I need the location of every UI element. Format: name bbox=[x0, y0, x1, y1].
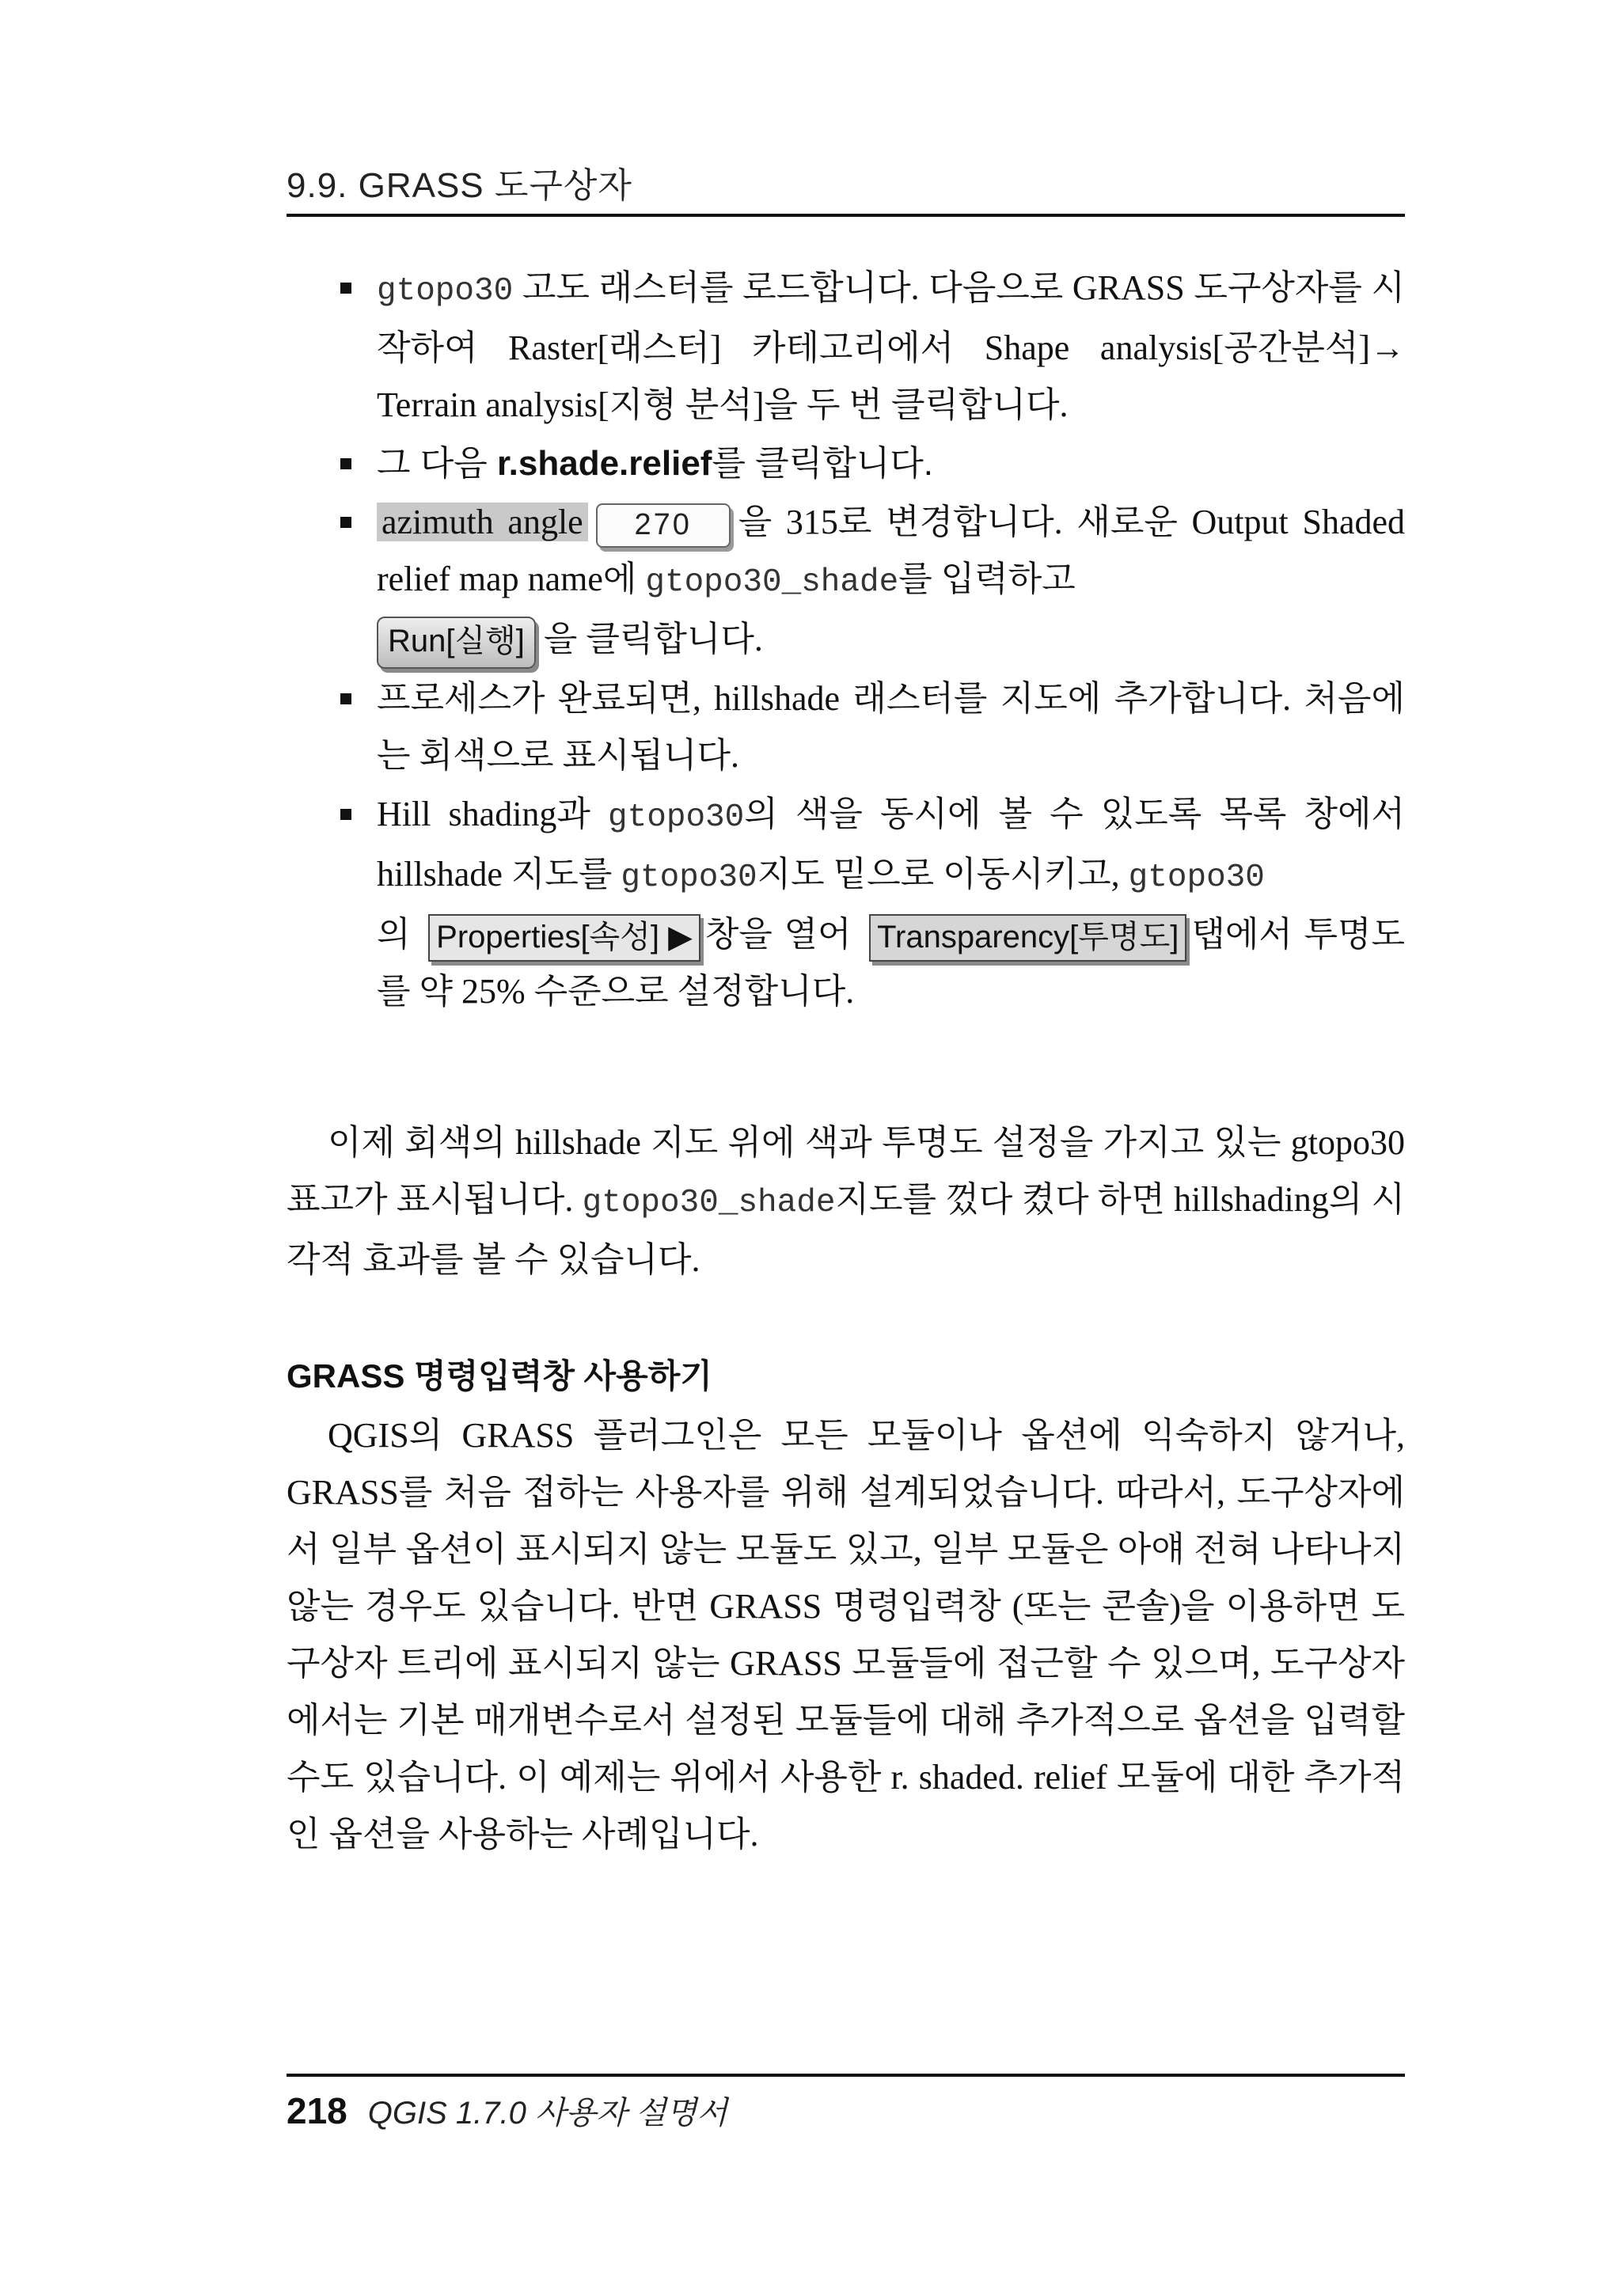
run-button[interactable]: Run[실행] bbox=[377, 617, 536, 669]
layer-name: gtopo30 bbox=[608, 799, 745, 836]
item-text: 탭에서 투명도를 약 25% 수준으로 설정합니다. bbox=[377, 914, 1405, 1011]
list-item bbox=[331, 670, 1405, 784]
properties-button[interactable]: Properties[속성] ▶ bbox=[428, 914, 700, 962]
layer-name: gtopo30 bbox=[1128, 859, 1265, 896]
item-text: 지도 밑으로 이동시키고, bbox=[757, 854, 1129, 894]
list-item bbox=[331, 786, 1405, 1020]
running-header: 9.9. GRASS 도구상자 bbox=[287, 166, 632, 205]
item-text: 를 입력하고 bbox=[898, 560, 1076, 598]
output-map-name: gtopo30_shade bbox=[645, 564, 899, 601]
item-text: 의 bbox=[377, 914, 423, 954]
item-text: 창을 열어 bbox=[704, 914, 864, 954]
azimuth-spinbox[interactable]: 270 bbox=[596, 503, 731, 548]
bullet-square-icon bbox=[340, 809, 351, 820]
item-text: 를 클릭합니다. bbox=[712, 444, 933, 483]
item-text: 의 색을 동시에 볼 수 있도록 목록 창에서 hillshade 지도를 bbox=[377, 794, 1405, 894]
header-rule bbox=[287, 214, 1405, 217]
layer-name: gtopo30_shade bbox=[582, 1185, 836, 1221]
bullet-square-icon bbox=[340, 517, 351, 528]
item-text: 을 315로 변경합니다. 새로운 Output Shaded relief map name에 bbox=[377, 503, 1406, 598]
transparency-tab[interactable]: Transparency[투명도] bbox=[869, 914, 1186, 962]
footer-rule bbox=[287, 2074, 1405, 2077]
item-text: Hill shading과 bbox=[377, 794, 609, 833]
page-footer bbox=[287, 2088, 727, 2133]
section-title: GRASS 명령입력창 사용하기 bbox=[287, 1357, 712, 1395]
body-paragraph bbox=[287, 1114, 1405, 1288]
list-item bbox=[331, 260, 1405, 434]
item-text: 프로세스가 완료되면, hillshade 래스터를 지도에 추가합니다. 처음에는 회색으로 표시됩니다. bbox=[377, 678, 1405, 775]
paragraph-text: 지도를 껐다 켰다 하면 hillshading의 시각적 효과를 볼 수 있습니다. bbox=[287, 1180, 1406, 1279]
layer-name: gtopo30 bbox=[377, 273, 514, 309]
item-text: 을 클릭합니다. bbox=[543, 620, 763, 658]
azimuth-label: azimuth angle bbox=[377, 503, 588, 541]
instruction-list bbox=[331, 260, 1405, 1020]
layer-name: gtopo30 bbox=[621, 859, 757, 896]
bullet-square-icon bbox=[340, 283, 351, 294]
book-title: QGIS 1.7.0 사용자 설명서 bbox=[367, 2096, 727, 2131]
list-item bbox=[331, 494, 1405, 669]
page-number: 218 bbox=[287, 2090, 347, 2131]
bullet-square-icon bbox=[340, 458, 351, 469]
item-text: 고도 래스터를 로드합니다. 다음으로 GRASS 도구상자를 시작하여 Raster[래스터] 카테고리에서 Shape analysis[공간분석]→ Terrain analysis[지형 분석]을 두 번 클릭합니다. bbox=[377, 268, 1405, 424]
item-text: 그 다음 bbox=[377, 444, 497, 483]
body-paragraph: QGIS의 GRASS 플러그인은 모든 모듈이나 옵션에 익숙하지 않거나, GRASS를 처음 접하는 사용자를 위해 설계되었습니다. 따라서, 도구상자에서 일부 옵션이 표시되지 않는 모듈도 있고, 일부 모듈은 아얘 전혀 나타나지 않는 경우도 있습니다. 반면 GRASS 명령입력창 (또는 콘솔)을 이용하면 도구상자 트리에 표시되지 않는 GRASS 모듈들에 접근할 수 있으며, 도구상자에서는 기본 매개변수로서 설정된 모듈들에 대해 추가적으로 옵션을 입력할 수도 있습니다. 이 예제는 위에서 사용한 r. shaded. relief 모듈에 대한 추가적인 옵션을 사용하는 사례입니다. bbox=[287, 1416, 1405, 1854]
list-item bbox=[331, 435, 1405, 492]
paragraph-text: 이제 회색의 hillshade 지도 위에 색과 투명도 설정을 가지고 있는 gtopo30 표고가 표시됩니다. bbox=[287, 1123, 1405, 1219]
module-name: r.shade.relief bbox=[496, 444, 712, 483]
bullet-square-icon bbox=[340, 693, 351, 704]
